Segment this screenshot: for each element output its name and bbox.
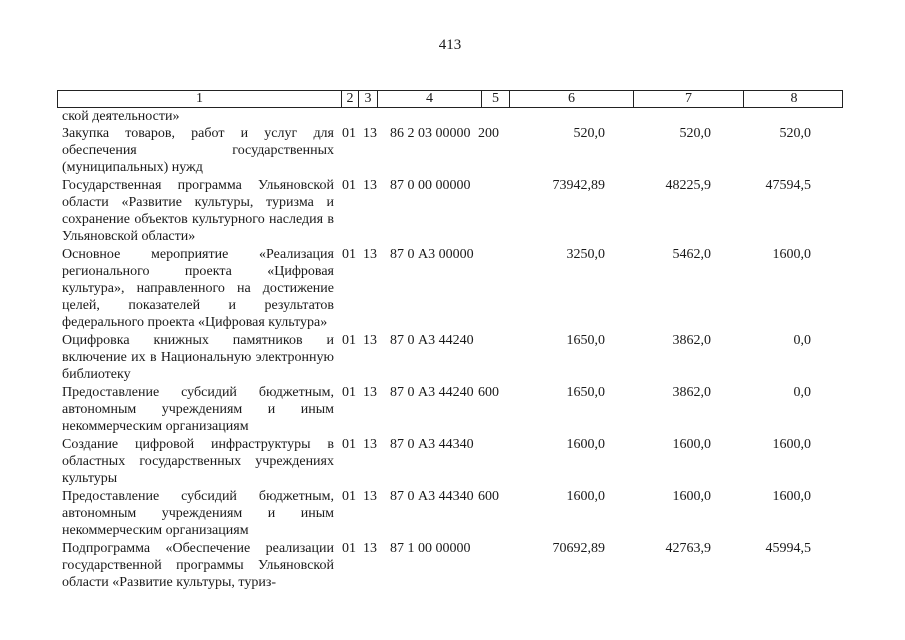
table-body [62, 108, 852, 592]
row-rz: 01 [342, 247, 356, 262]
row-name: Оцифровка книжных памятников и включение их в Национальную электронную библиотеку [62, 333, 334, 382]
row-value-2023: 1650,0 [566, 333, 605, 348]
row-value-2023: 1600,0 [566, 437, 605, 452]
row-vr [474, 436, 511, 488]
table-row [62, 436, 852, 488]
row-pr: 13 [363, 385, 377, 400]
row-vr: 200 [478, 126, 499, 141]
row-rz: 01 [342, 333, 356, 348]
row-value-2025: 0,0 [793, 385, 811, 400]
row-rz: 01 [342, 385, 356, 400]
row-value-2024: 1600,0 [672, 437, 711, 452]
row-rz: 01 [342, 489, 356, 504]
row-name: Государственная программа Ульяновской области «Развитие культуры, туризма и сохранение объектов культурного наследия в Ульяновской области» [62, 178, 334, 244]
continuation-text: ской деятельности» [62, 109, 180, 124]
table-row [62, 246, 852, 332]
row-pr: 13 [363, 178, 377, 193]
row-csr: 87 0 А3 44340 [390, 489, 474, 504]
row-value-2023: 3250,0 [566, 247, 605, 262]
row-value-2023: 520,0 [573, 126, 605, 141]
row-csr: 87 1 00 00000 [390, 541, 471, 556]
row-csr: 86 2 03 00000 [390, 126, 471, 141]
row-value-2023: 1600,0 [566, 489, 605, 504]
row-name: Создание цифровой инфраструктуры в областных государственных учреждениях культуры [62, 437, 334, 486]
row-value-2025: 520,0 [779, 126, 811, 141]
row-pr: 13 [363, 247, 377, 262]
header-col-8: 8 [790, 91, 798, 106]
row-value-2024: 5462,0 [672, 247, 711, 262]
row-pr: 13 [363, 333, 377, 348]
row-vr [474, 177, 511, 246]
header-col-7: 7 [634, 91, 744, 107]
table-row [62, 332, 852, 384]
row-name: Предоставление субсидий бюджетным, автономным учреждениям и иным некоммерческим организациям [62, 489, 334, 538]
row-vr: 600 [478, 489, 499, 504]
row-value-2025: 1600,0 [772, 489, 811, 504]
row-value-2024: 1600,0 [672, 489, 711, 504]
row-value-2024: 42763,9 [665, 541, 711, 556]
row-pr: 13 [363, 126, 377, 141]
row-value-2025: 1600,0 [772, 247, 811, 262]
row-name: Основное мероприятие «Реализация регионального проекта «Цифровая культура», направленного на достижение целей, показателей и результатов федерального проекта «Цифровая культура» [62, 247, 334, 330]
header-col-3: 3 [359, 91, 378, 107]
table-row [62, 384, 852, 436]
table-row [62, 177, 852, 246]
row-csr: 87 0 А3 44340 [390, 437, 474, 452]
row-value-2025: 47594,5 [765, 178, 811, 193]
row-csr: 87 0 А3 00000 [390, 247, 474, 262]
row-vr [474, 246, 511, 332]
row-value-2023: 73942,89 [552, 178, 605, 193]
row-name: Подпрограмма «Обеспечение реализации государственной программы Ульяновской области «Развитие культуры, туриз- [62, 541, 334, 590]
table-row [62, 125, 852, 177]
table-row [62, 488, 852, 540]
table-header [57, 90, 843, 108]
row-value-2025: 45994,5 [765, 541, 811, 556]
row-rz: 01 [342, 541, 356, 556]
row-pr: 13 [363, 437, 377, 452]
row-value-2024: 520,0 [679, 126, 711, 141]
row-value-2025: 1600,0 [772, 437, 811, 452]
row-rz: 01 [342, 437, 356, 452]
page-number: 413 [438, 37, 462, 53]
row-rz: 01 [342, 178, 356, 193]
row-value-2023: 70692,89 [552, 541, 605, 556]
row-vr [474, 540, 511, 592]
header-col-6: 6 [510, 91, 634, 107]
row-rz: 01 [342, 126, 356, 141]
row-value-2023: 1650,0 [566, 385, 605, 400]
row-value-2024: 3862,0 [672, 333, 711, 348]
row-csr: 87 0 А3 44240 [390, 385, 474, 400]
row-vr: 600 [478, 385, 499, 400]
row-pr: 13 [363, 489, 377, 504]
row-value-2024: 48225,9 [665, 178, 711, 193]
row-pr: 13 [363, 541, 377, 556]
row-name: Предоставление субсидий бюджетным, автономным учреждениям и иным некоммерческим организациям [62, 385, 334, 434]
row-name: Закупка товаров, работ и услуг для обеспечения государственных (муниципальных) нужд [62, 126, 334, 175]
row-value-2025: 0,0 [793, 333, 811, 348]
row-value-2024: 3862,0 [672, 385, 711, 400]
row-csr: 87 0 00 00000 [390, 178, 471, 193]
row-csr: 87 0 А3 44240 [390, 333, 474, 348]
header-col-4: 4 [378, 91, 482, 107]
table-row [62, 540, 852, 592]
header-col-2: 2 [342, 91, 359, 107]
header-col-1: 1 [58, 91, 342, 107]
row-vr [474, 332, 511, 384]
header-col-5: 5 [482, 91, 510, 107]
